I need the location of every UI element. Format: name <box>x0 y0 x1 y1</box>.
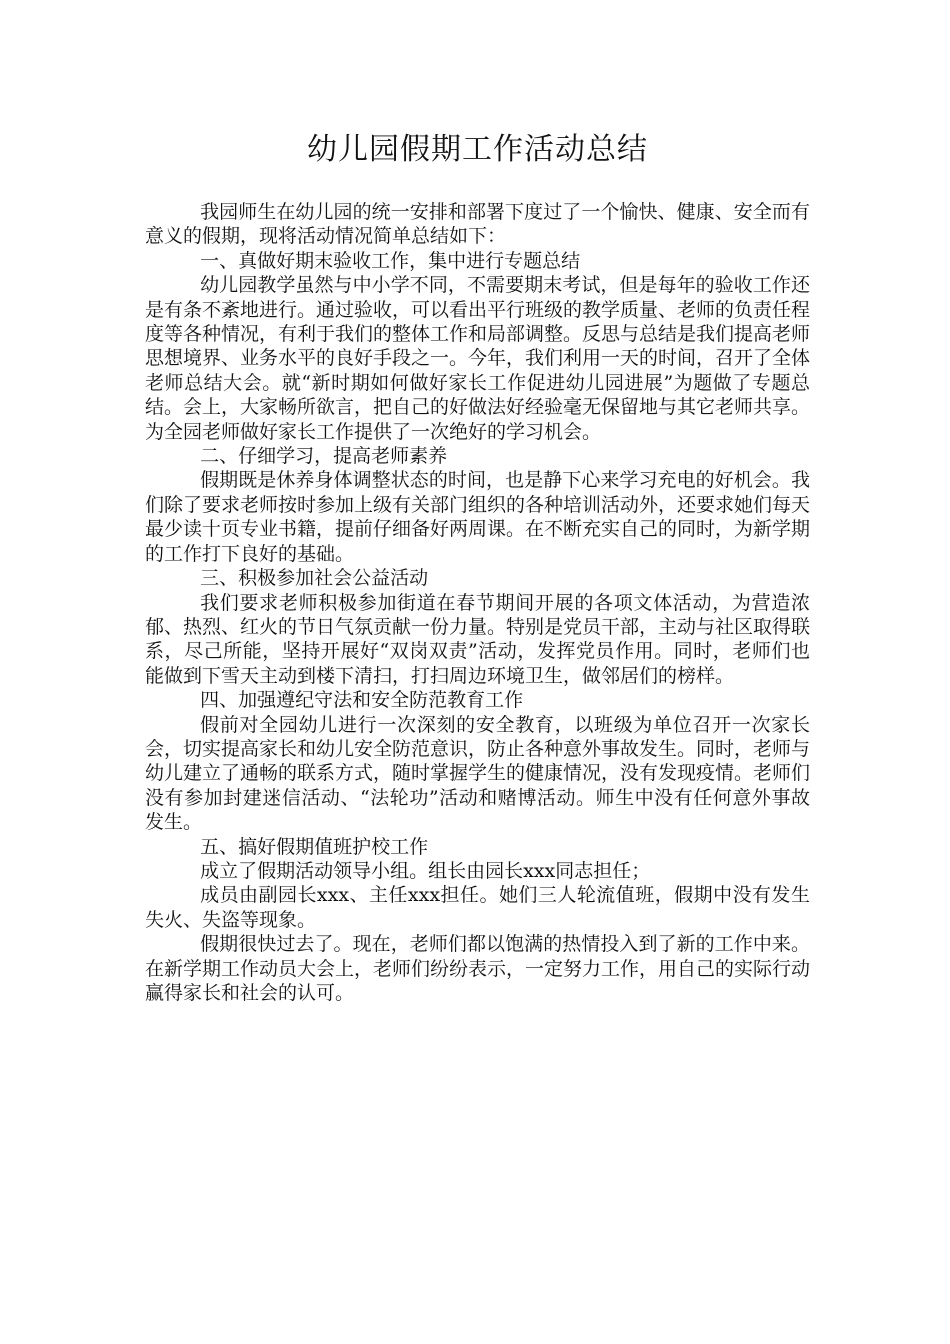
section-heading-1: 一、真做好期末验收工作，集中进行专题总结 <box>200 249 581 272</box>
section-heading-2: 二、仔细学习，提高老师素养 <box>200 445 448 468</box>
document-body <box>145 200 810 1005</box>
section-heading-3: 三、积极参加社会公益活动 <box>200 567 429 590</box>
intro-paragraph: 我园师生在幼儿园的统一安排和部署下度过了一个愉快、健康、安全而有意义的假期，现将活动情况简单总结如下： <box>145 201 810 248</box>
section-4-paragraph: 假前对全园幼儿进行一次深刻的安全教育，以班级为单位召开一次家长会，切实提高家长和幼儿安全防范意识，防止各种意外事故发生。同时，老师与幼儿建立了通畅的联系方式，随时掌握学生的健康情况，没有发现疫情。老师们没有参加封建迷信活动、“法轮功”活动和赌博活动。师生中没有任何意外事故发生。 <box>145 713 811 834</box>
section-2-paragraph: 假期既是休养身体调整状态的时间，也是静下心来学习充电的好机会。我们除了要求老师按时参加上级有关部门组织的各种培训活动外，还要求她们每天最少读十页专业书籍，提前仔细备好两周课。在不断充实自己的同时，为新学期的工作打下良好的基础。 <box>145 469 811 565</box>
section-3-paragraph: 我们要求老师积极参加街道在春节期间开展的各项文体活动，为营造浓郁、热烈、红火的节日气氛贡献一份力量。特别是党员干部，主动与社区取得联系，尽己所能，坚持开展好“双岗双责”活动，发挥党员作用。同时，老师们也能做到下雪天主动到楼下清扫，打扫周边环境卫生，做邻居们的榜样。 <box>145 591 811 687</box>
document-title: 幼儿园假期工作活动总结 <box>307 132 648 167</box>
section-5-paragraph-1: 成立了假期活动领导小组。组长由园长xxx同志担任； <box>200 859 651 882</box>
document-page <box>145 128 810 1005</box>
section-1-paragraph: 幼儿园教学虽然与中小学不同，不需要期末考试，但是每年的验收工作还是有条不紊地进行。通过验收，可以看出平行班级的教学质量、老师的负责任程度等各种情况，有利于我们的整体工作和局部调整。反思与总结是我们提高老师思想境界、业务水平的良好手段之一。今年，我们利用一天的时间，召开了全体老师总结大会。就“新时期如何做好家长工作促进幼儿园进展”为题做了专题总结。会上，大家畅所欲言，把自己的好做法好经验毫无保留地与其它老师共享。为全园老师做好家长工作提供了一次绝好的学习机会。 <box>145 274 811 443</box>
section-5-paragraph-2: 成员由副园长xxx、主任xxx担任。她们三人轮流值班，假期中没有发生失火、失盗等现象。 <box>145 884 810 931</box>
closing-paragraph: 假期很快过去了。现在，老师们都以饱满的热情投入到了新的工作中来。在新学期工作动员大会上，老师们纷纷表示，一定努力工作，用自己的实际行动赢得家长和社会的认可。 <box>145 933 811 1004</box>
section-heading-4: 四、加强遵纪守法和安全防范教育工作 <box>200 689 524 712</box>
section-heading-5: 五、搞好假期值班护校工作 <box>200 835 429 858</box>
